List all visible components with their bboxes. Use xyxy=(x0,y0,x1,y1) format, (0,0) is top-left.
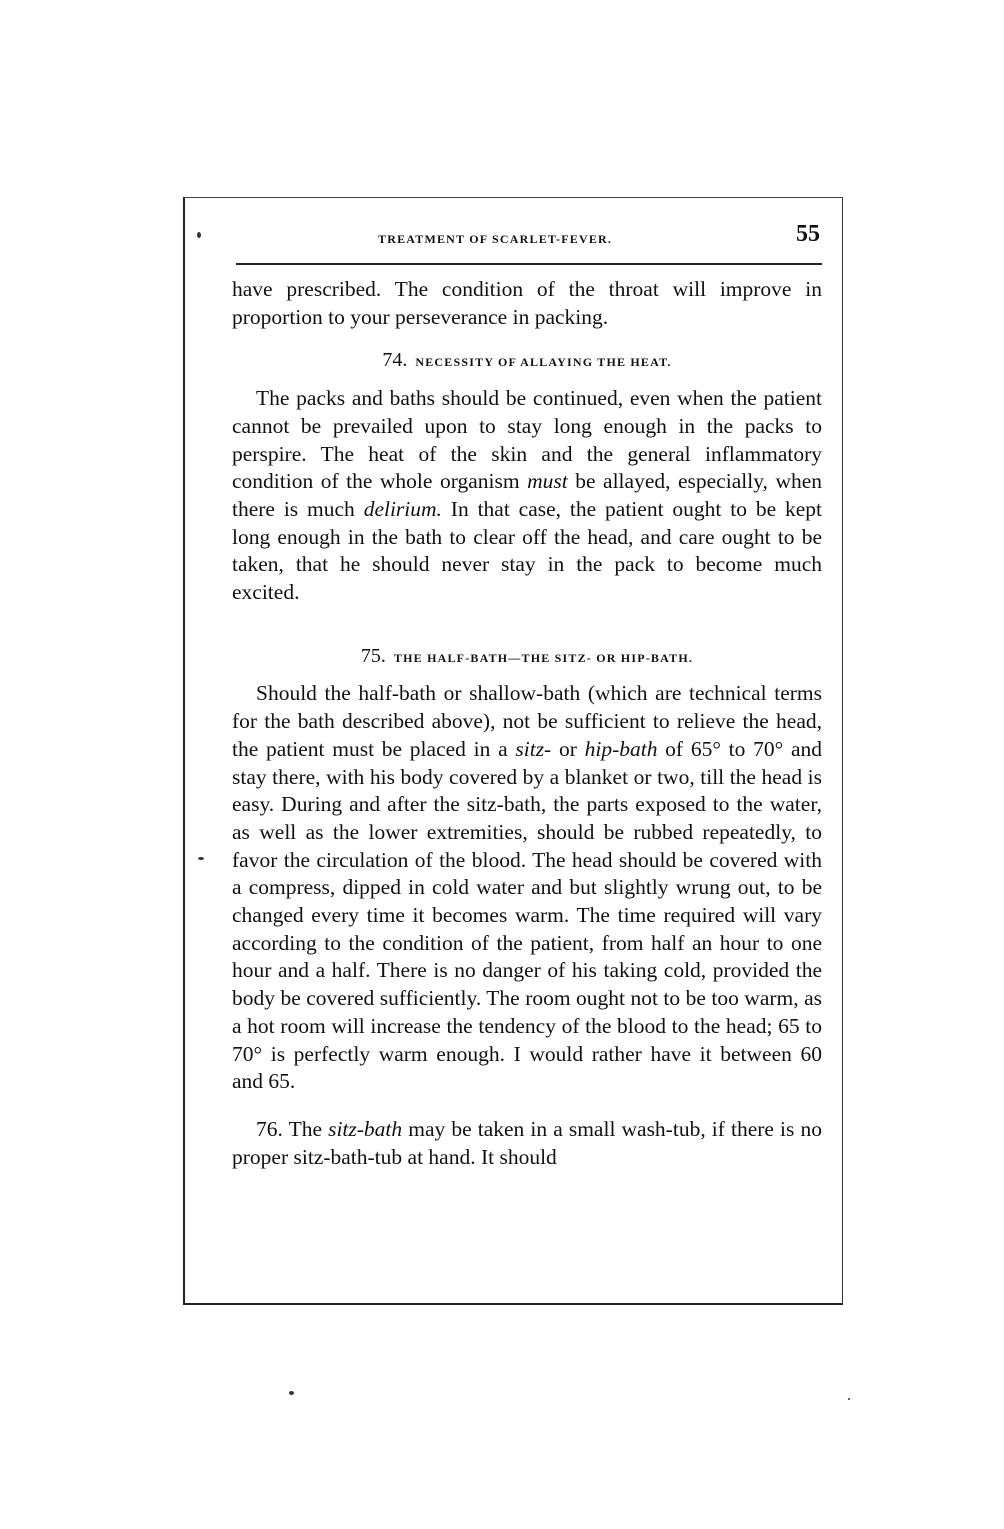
spacer xyxy=(232,607,822,627)
section-number: 74. xyxy=(382,349,408,372)
italic-run: delirium. xyxy=(363,496,442,521)
scan-speck xyxy=(198,857,204,860)
section-title: NECESSITY OF ALLAYING THE HEAT. xyxy=(415,355,672,370)
text-run: The packs and baths should be continued, even when the patient cannot be prevailed upon to stay long enough in the packs to perspire. The heat of the skin and the general inflammatory condition of the whole organism xyxy=(232,386,822,494)
running-title: TREATMENT OF SCARLET-FEVER. xyxy=(378,232,613,246)
paragraph-74 xyxy=(232,385,822,607)
italic-run: must xyxy=(527,469,568,494)
section-title: THE HALF-BATH—THE SITZ- OR HIP-BATH. xyxy=(393,650,694,665)
text-run: of 65° to 70° and stay there, with his body covered by a blanket or two, till the head is easy. During and after the sitz-bath, the parts exposed to the water, as well as the lower extremities, should be rubbed repeatedly, to favor the circulation of the blood. The head should be covered with a compress, dipped in cold water and but slightly wrung out, to be changed every time it becomes warm. The time required will vary according to the condition of the patient, from half an hour to one hour and a half. There is no danger of his taking cold, provided the body be covered sufficiently. The room ought not to be too warm, as a hot room will increase the tendency of the blood to the head; 65 to 70° is perfectly warm enough. I would rather have it between 60 and 65. xyxy=(232,736,822,1094)
italic-run: sitz- xyxy=(515,736,552,761)
text-run: Should the half-bath or shallow-bath (which are technical terms for the bath described above), not be sufficient to relieve the head, the patient must be placed in a xyxy=(232,681,822,761)
text-run: may be taken in a small wash-tub, if there is no proper sitz-bath-tub at hand. It should xyxy=(232,1116,822,1169)
body-text xyxy=(232,276,822,1171)
text-run: or xyxy=(551,736,585,761)
text-run: The xyxy=(282,1116,329,1141)
paragraph-number: 76. xyxy=(256,1116,283,1141)
text-run: In that case, the patient ought to be kept long enough in the bath to clear off the head, and care ought to be taken, that he should never stay in the pack to become much excited. xyxy=(232,496,823,605)
scan-speck xyxy=(848,1398,850,1400)
spacer xyxy=(232,1096,822,1116)
section-number: 75. xyxy=(360,644,386,667)
paragraph-continuation: have prescribed. The condition of the throat will improve in proportion to your perseverance in packing. xyxy=(232,277,822,329)
paragraph-75 xyxy=(232,680,822,1096)
page-number: 55 xyxy=(796,221,820,247)
scan-speck xyxy=(197,232,201,238)
scan-speck xyxy=(289,1391,294,1395)
text-run: be allayed, especially, when there is much xyxy=(232,469,823,521)
section-heading-75 xyxy=(232,643,822,673)
paragraph-76 xyxy=(232,1116,822,1171)
section-heading-74 xyxy=(232,347,822,377)
italic-run: sitz-bath xyxy=(328,1116,403,1141)
italic-run: hip-bath xyxy=(584,736,658,761)
header-rule xyxy=(236,263,822,265)
